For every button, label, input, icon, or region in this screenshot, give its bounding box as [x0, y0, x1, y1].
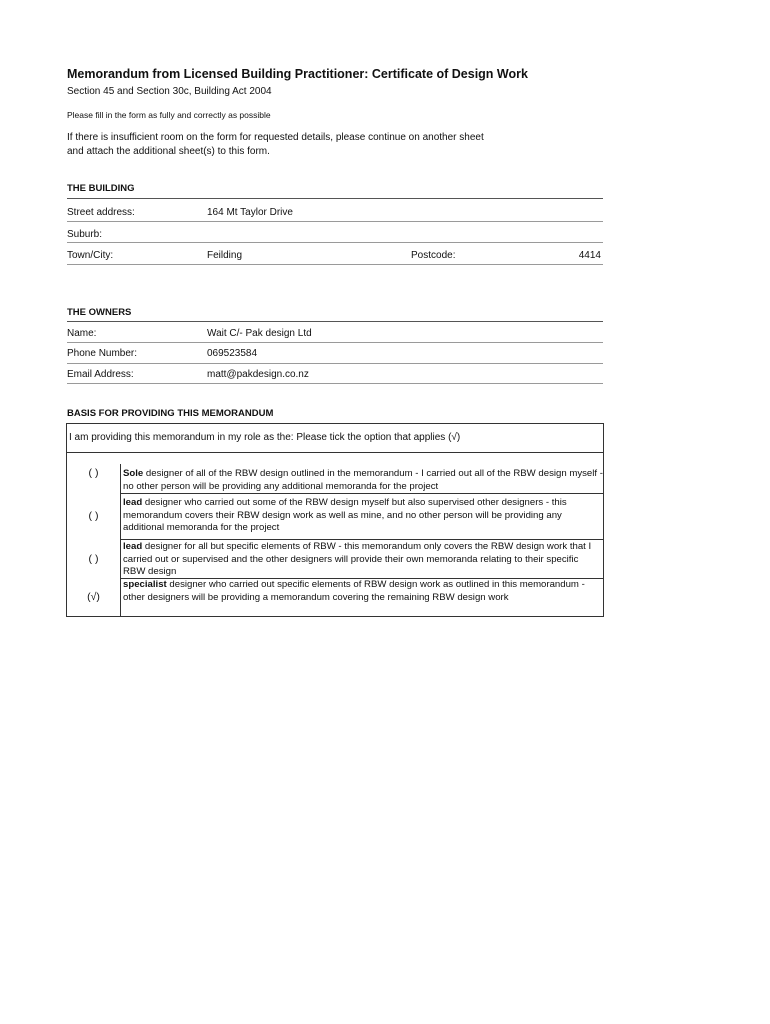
- option-checkbox[interactable]: ( ): [88, 510, 99, 522]
- basis-prompt-row: [67, 424, 603, 453]
- field-line: [67, 221, 603, 222]
- form-title: Memorandum from Licensed Building Practitioner: Certificate of Design Work: [67, 67, 528, 81]
- field-line: [67, 342, 603, 343]
- option-keyword: lead: [123, 541, 143, 552]
- basis-option-sole: [67, 465, 603, 493]
- phone-value[interactable]: 069523584: [207, 348, 258, 359]
- email-value[interactable]: matt@pakdesign.co.nz: [207, 369, 309, 380]
- basis-option-lead-all: [67, 494, 603, 540]
- postcode-value[interactable]: 4414: [578, 250, 601, 261]
- building-heading: THE BUILDING: [67, 183, 135, 194]
- section-divider: [67, 198, 603, 199]
- email-label: Email Address:: [67, 369, 134, 380]
- option-description: [123, 541, 603, 579]
- field-line: [67, 242, 603, 243]
- basis-heading: BASIS FOR PROVIDING THIS MEMORANDUM: [67, 408, 274, 419]
- basis-table: [66, 423, 604, 617]
- option-description: [123, 468, 603, 493]
- street-address-value[interactable]: 164 Mt Taylor Drive: [207, 207, 293, 218]
- owner-name-value[interactable]: Wait C/- Pak design Ltd: [207, 328, 312, 339]
- option-text: designer who carried out some of the RBW design myself but also supervised other designers - this memorandum covers their RBW design work as well as mine, and no other person will be providing any additional memoranda for the project: [123, 497, 567, 533]
- option-text: designer who carried out specific elements of RBW design work as outlined in this memorandum - other designers will be providing a memorandum covering the remaining RBW design work: [123, 579, 585, 603]
- name-label: Name:: [67, 328, 97, 339]
- form-subtitle: Section 45 and Section 30c, Building Act 2004: [67, 86, 272, 97]
- field-line: [67, 264, 603, 265]
- postcode-label: Postcode:: [411, 250, 456, 261]
- street-address-label: Street address:: [67, 207, 135, 218]
- option-checkbox-checked[interactable]: (√): [87, 591, 100, 603]
- phone-label: Phone Number:: [67, 348, 138, 359]
- owners-heading: THE OWNERS: [67, 307, 132, 318]
- continuation-instruction: If there is insufficient room on the form for requested details, please continue on another sheet and attach the additional sheet(s) to this form.: [67, 132, 484, 157]
- section-divider: [67, 321, 603, 322]
- option-checkbox[interactable]: ( ): [88, 467, 99, 479]
- field-line: [67, 363, 603, 364]
- field-line: [67, 383, 603, 384]
- option-description: [123, 497, 603, 535]
- town-city-label: Town/City:: [67, 250, 114, 261]
- basis-option-lead-partial: [67, 540, 603, 578]
- option-keyword: Sole: [123, 468, 144, 479]
- option-keyword: lead: [123, 497, 143, 508]
- option-keyword: specialist: [123, 579, 167, 590]
- option-text: designer for all but specific elements of RBW - this memorandum only covers the RBW design work that I carried out or supervised and the other designers will provide their own memoranda relating to their specific RBW design: [123, 541, 592, 577]
- basis-prompt: I am providing this memorandum in my role as the: Please tick the option that applies (√): [69, 432, 461, 443]
- town-city-value[interactable]: Feilding: [207, 250, 243, 261]
- suburb-label: Suburb:: [67, 229, 103, 240]
- fill-instruction: Please fill in the form as fully and correctly as possible: [67, 110, 271, 120]
- option-checkbox[interactable]: ( ): [88, 553, 99, 565]
- basis-option-specialist: [67, 579, 603, 616]
- option-text: designer of all of the RBW design outlined in the memorandum - I carried out all of the RBW design myself - no other person will be providing any additional memoranda for the project: [123, 468, 603, 492]
- option-description: [123, 579, 603, 604]
